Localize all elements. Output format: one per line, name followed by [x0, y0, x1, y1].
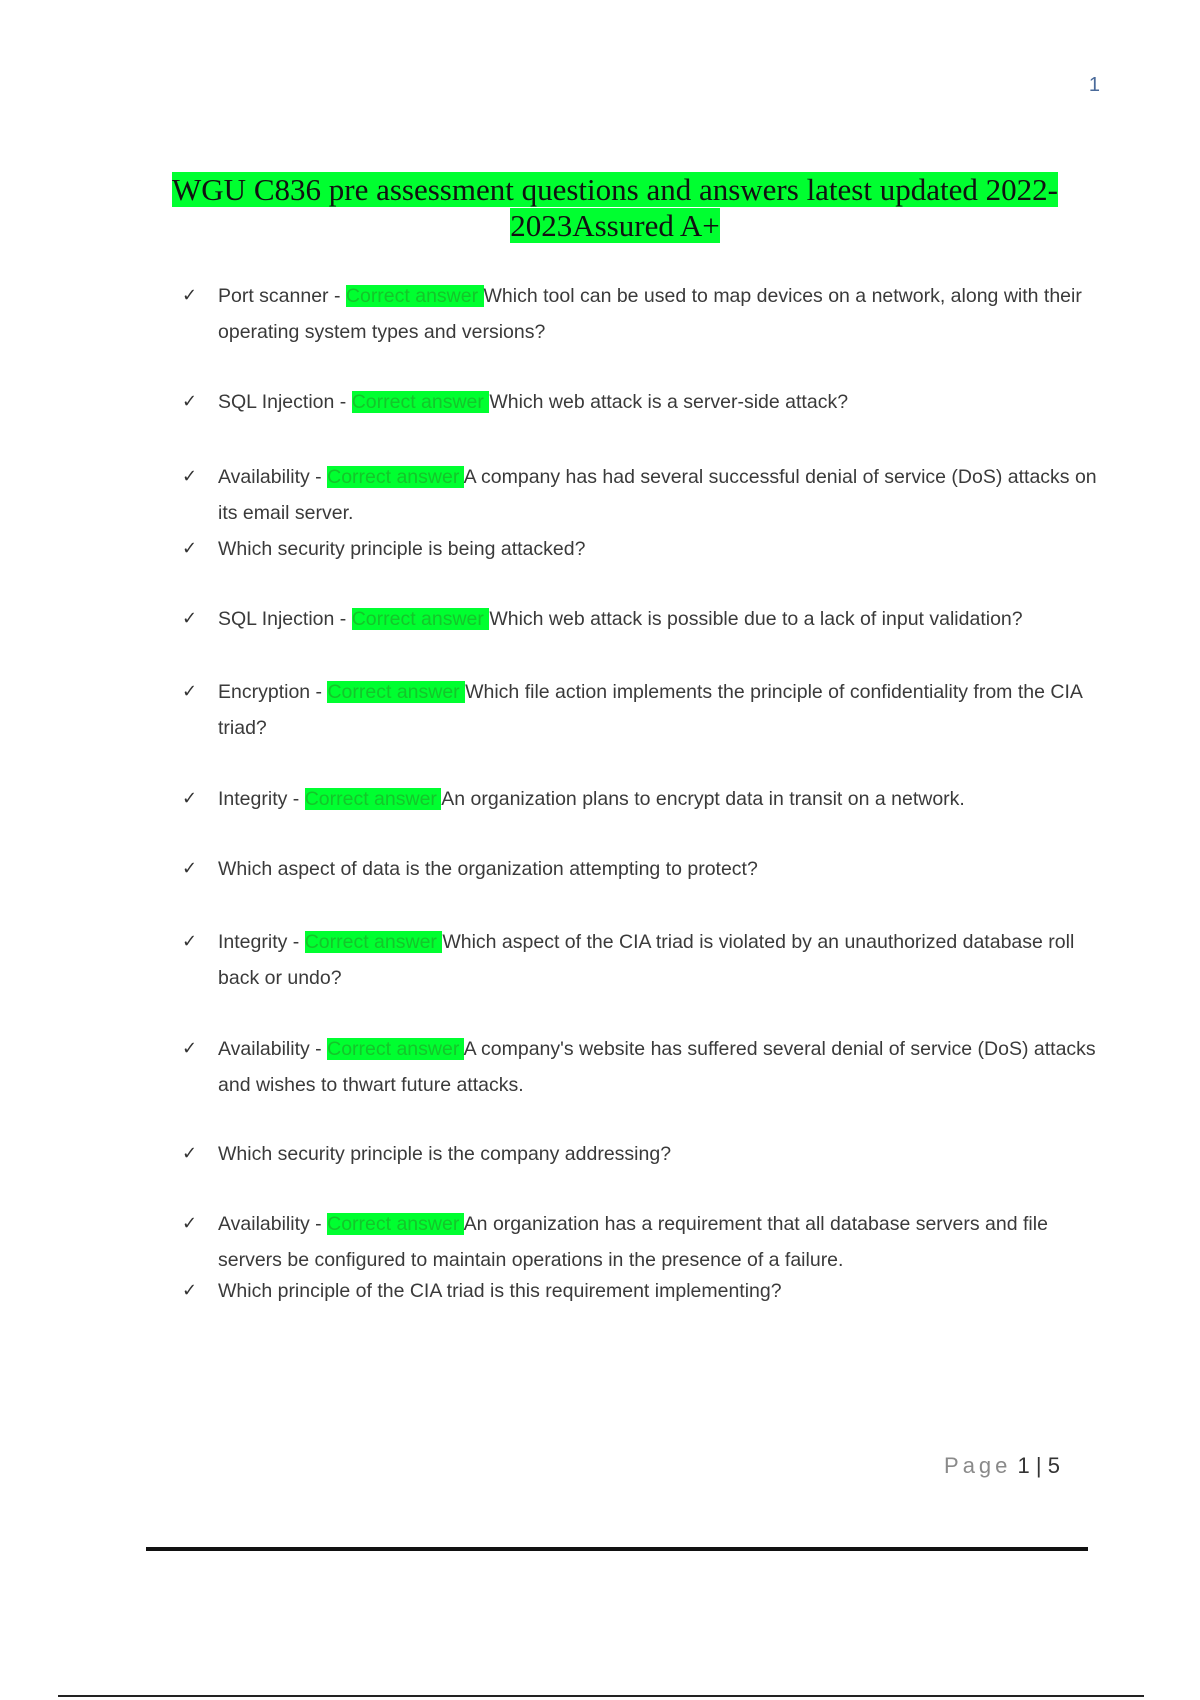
question-text: A company's website has suffered several denial of service (DoS) attacks and wishes to thwart future attacks. [218, 1038, 1096, 1096]
answer-text: Encryption - [218, 681, 328, 703]
checkmark-icon: ✓ [182, 466, 198, 487]
answer-text: Availability - [218, 1038, 328, 1060]
question-text: Which file action implements the principle of confidentiality from the CIA triad? [218, 681, 1082, 739]
page-number-top: 1 [1088, 74, 1100, 96]
page-bottom-rule [58, 1695, 1144, 1697]
qa-text [218, 531, 1098, 567]
question-text: Which aspect of the CIA triad is violated by an unauthorized database roll back or undo? [218, 931, 1075, 989]
checkmark-icon: ✓ [182, 1213, 198, 1234]
qa-text [218, 384, 1098, 420]
correct-answer-marker: Correct answer [327, 1213, 464, 1235]
question-text: Which principle of the CIA triad is this requirement implementing? [218, 1280, 782, 1302]
question-text: An organization has a requirement that all database servers and file servers be configured to maintain operations in the presence of a failure. [218, 1213, 1048, 1271]
document-title [150, 172, 1080, 244]
footer-page-indicator [900, 1453, 1060, 1479]
answer-text: Integrity - [218, 931, 305, 953]
checkmark-icon: ✓ [182, 788, 198, 809]
question-text: An organization plans to encrypt data in transit on a network. [441, 788, 965, 810]
qa-text [218, 924, 1098, 996]
answer-text: Availability - [218, 1213, 328, 1235]
qa-text [218, 278, 1098, 350]
question-text: Which tool can be used to map devices on a network, along with their operating system types and versions? [218, 285, 1082, 343]
title-line-2: 2023Assured A+ [510, 208, 720, 243]
correct-answer-marker: Correct answer [351, 608, 490, 630]
checkmark-icon: ✓ [182, 285, 198, 306]
checkmark-icon: ✓ [182, 391, 198, 412]
qa-text [218, 1136, 1098, 1172]
question-text: Which aspect of data is the organization attempting to protect? [218, 858, 758, 880]
question-text: Which web attack is a server-side attack? [489, 391, 849, 413]
answer-text: SQL Injection - [218, 608, 352, 630]
qa-text [218, 851, 1098, 887]
answer-text: Integrity - [218, 788, 305, 810]
footer-rule [146, 1547, 1088, 1551]
checkmark-icon: ✓ [182, 681, 198, 702]
question-text: A company has had several successful denial of service (DoS) attacks on its email server. [218, 466, 1097, 524]
qa-text [218, 1273, 1098, 1309]
correct-answer-marker: Correct answer [345, 285, 484, 307]
question-text: Which security principle is being attacked? [218, 538, 586, 560]
question-text: Which web attack is possible due to a lack of input validation? [489, 608, 1023, 630]
checkmark-icon: ✓ [182, 858, 198, 879]
checkmark-icon: ✓ [182, 931, 198, 952]
question-text: Which security principle is the company addressing? [218, 1143, 672, 1165]
qa-text [218, 601, 1098, 637]
answer-text: Availability - [218, 466, 328, 488]
footer-page-word: Page [944, 1453, 1012, 1478]
qa-text [218, 1206, 1098, 1278]
footer-separator: | [1035, 1453, 1042, 1478]
checkmark-icon: ✓ [182, 1038, 198, 1059]
footer-total-pages: 5 [1047, 1453, 1060, 1478]
answer-text: SQL Injection - [218, 391, 352, 413]
correct-answer-marker: Correct answer [304, 788, 442, 810]
correct-answer-marker: Correct answer [327, 466, 464, 488]
checkmark-icon: ✓ [182, 1143, 198, 1164]
footer-current-page: 1 [1017, 1453, 1030, 1478]
checkmark-icon: ✓ [182, 1280, 198, 1301]
correct-answer-marker: Correct answer [351, 391, 490, 413]
correct-answer-marker: Correct answer [327, 1038, 464, 1060]
correct-answer-marker: Correct answer [304, 931, 443, 953]
correct-answer-marker: Correct answer [327, 681, 466, 703]
checkmark-icon: ✓ [182, 608, 198, 629]
title-line-1: WGU C836 pre assessment questions and answers latest updated 2022- [172, 172, 1058, 207]
qa-text [218, 1031, 1098, 1103]
qa-text [218, 459, 1098, 531]
answer-text: Port scanner - [218, 285, 346, 307]
qa-text [218, 674, 1098, 746]
qa-text [218, 781, 1098, 817]
checkmark-icon: ✓ [182, 538, 198, 559]
